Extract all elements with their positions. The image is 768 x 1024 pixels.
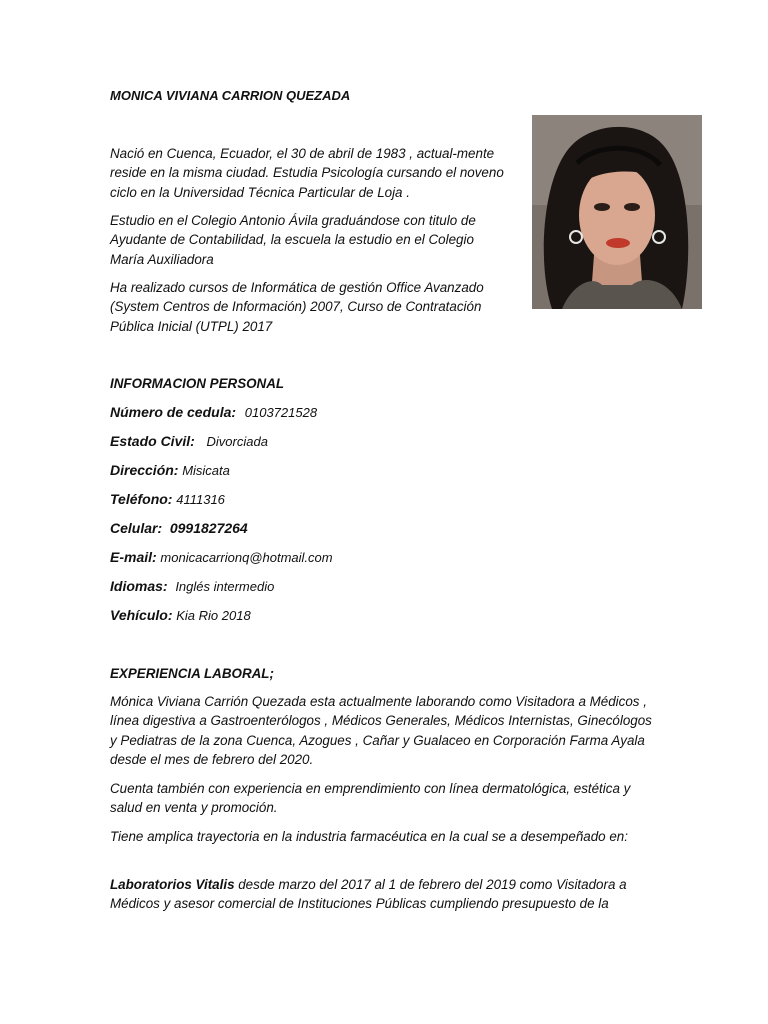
- row-cell: [110, 519, 248, 538]
- portrait-illustration: [532, 115, 702, 309]
- experience-paragraph-current: Mónica Viviana Carrión Quezada esta actualmente laborando como Visitadora a Médicos , línea digestiva a Gastroenterólogos , Médicos Generales, Médicos Internistas, Ginecólogos y Pediatras de la zona Cuenca, Azogues , Cañar y Gualaceo en Corporación Farma Ayala desde el mes de febrero del 2020.: [110, 694, 652, 768]
- phone-value: 4111316: [176, 492, 225, 507]
- vehicle-value: Kia Rio 2018: [176, 608, 251, 623]
- experience-heading: EXPERIENCIA LABORAL;: [110, 666, 274, 681]
- row-civil-status: [110, 432, 268, 451]
- languages-label: Idiomas:: [110, 578, 168, 594]
- profile-photo: [532, 115, 702, 309]
- row-vehicle: [110, 606, 251, 625]
- address-value: Misicata: [182, 463, 230, 478]
- experience-paragraph-trajectory: Tiene amplica trayectoria en la industria farmacéutica en la cual se a desempeñado en:: [110, 829, 628, 844]
- intro-paragraph-birth: Nació en Cuenca, Ecuador, el 30 de abril de 1983 , actual-mente reside en la misma ciudad. Estudia Psicología cursando el noveno ciclo en la Universidad Técnica Particular de Loja .: [110, 146, 504, 200]
- cedula-value: 0103721528: [244, 405, 318, 420]
- cell-label: Celular:: [110, 520, 163, 536]
- languages-value: Inglés intermedio: [175, 579, 275, 594]
- email-value: monicacarrionq@hotmail.com: [160, 550, 333, 565]
- cedula-label: Número de cedula:: [110, 404, 237, 420]
- row-languages: [110, 577, 274, 596]
- experience-paragraph-vitalis: [110, 875, 655, 914]
- personal-info-heading: INFORMACION PERSONAL: [110, 376, 285, 391]
- vehicle-label: Vehículo:: [110, 607, 173, 623]
- experience-paragraph-entrepreneurship: Cuenta también con experiencia en emprendimiento con línea dermatológica, estética y salud en venta y promoción.: [110, 781, 631, 816]
- cell-value: 0991827264: [169, 520, 248, 536]
- row-phone: [110, 490, 225, 509]
- email-label: E-mail:: [110, 549, 157, 565]
- civil-status-value: Divorciada: [206, 434, 268, 449]
- vitalis-company: Laboratorios Vitalis: [110, 877, 235, 892]
- row-email: [110, 548, 333, 567]
- row-address: [110, 461, 230, 480]
- cv-name: MONICA VIVIANA CARRION QUEZADA: [110, 88, 351, 103]
- intro-paragraph-courses: Ha realizado cursos de Informática de gestión Office Avanzado (System Centros de Información) 2007, Curso de Contratación Pública Inicial (UTPL) 2017: [110, 280, 484, 334]
- row-cedula: [110, 403, 317, 422]
- phone-label: Teléfono:: [110, 491, 173, 507]
- civil-status-label: Estado Civil:: [110, 433, 195, 449]
- intro-paragraph-education: Estudio en el Colegio Antonio Ávila graduándose con titulo de Ayudante de Contabilidad, la escuela la estudio en el Colegio María Auxiliadora: [110, 213, 476, 267]
- vitalis-details: desde marzo del 2017 al 1 de febrero del 2019 como Visitadora a Médicos y asesor comercial de Instituciones Públicas cumpliendo presupuesto de la: [110, 877, 627, 912]
- address-label: Dirección:: [110, 462, 179, 478]
